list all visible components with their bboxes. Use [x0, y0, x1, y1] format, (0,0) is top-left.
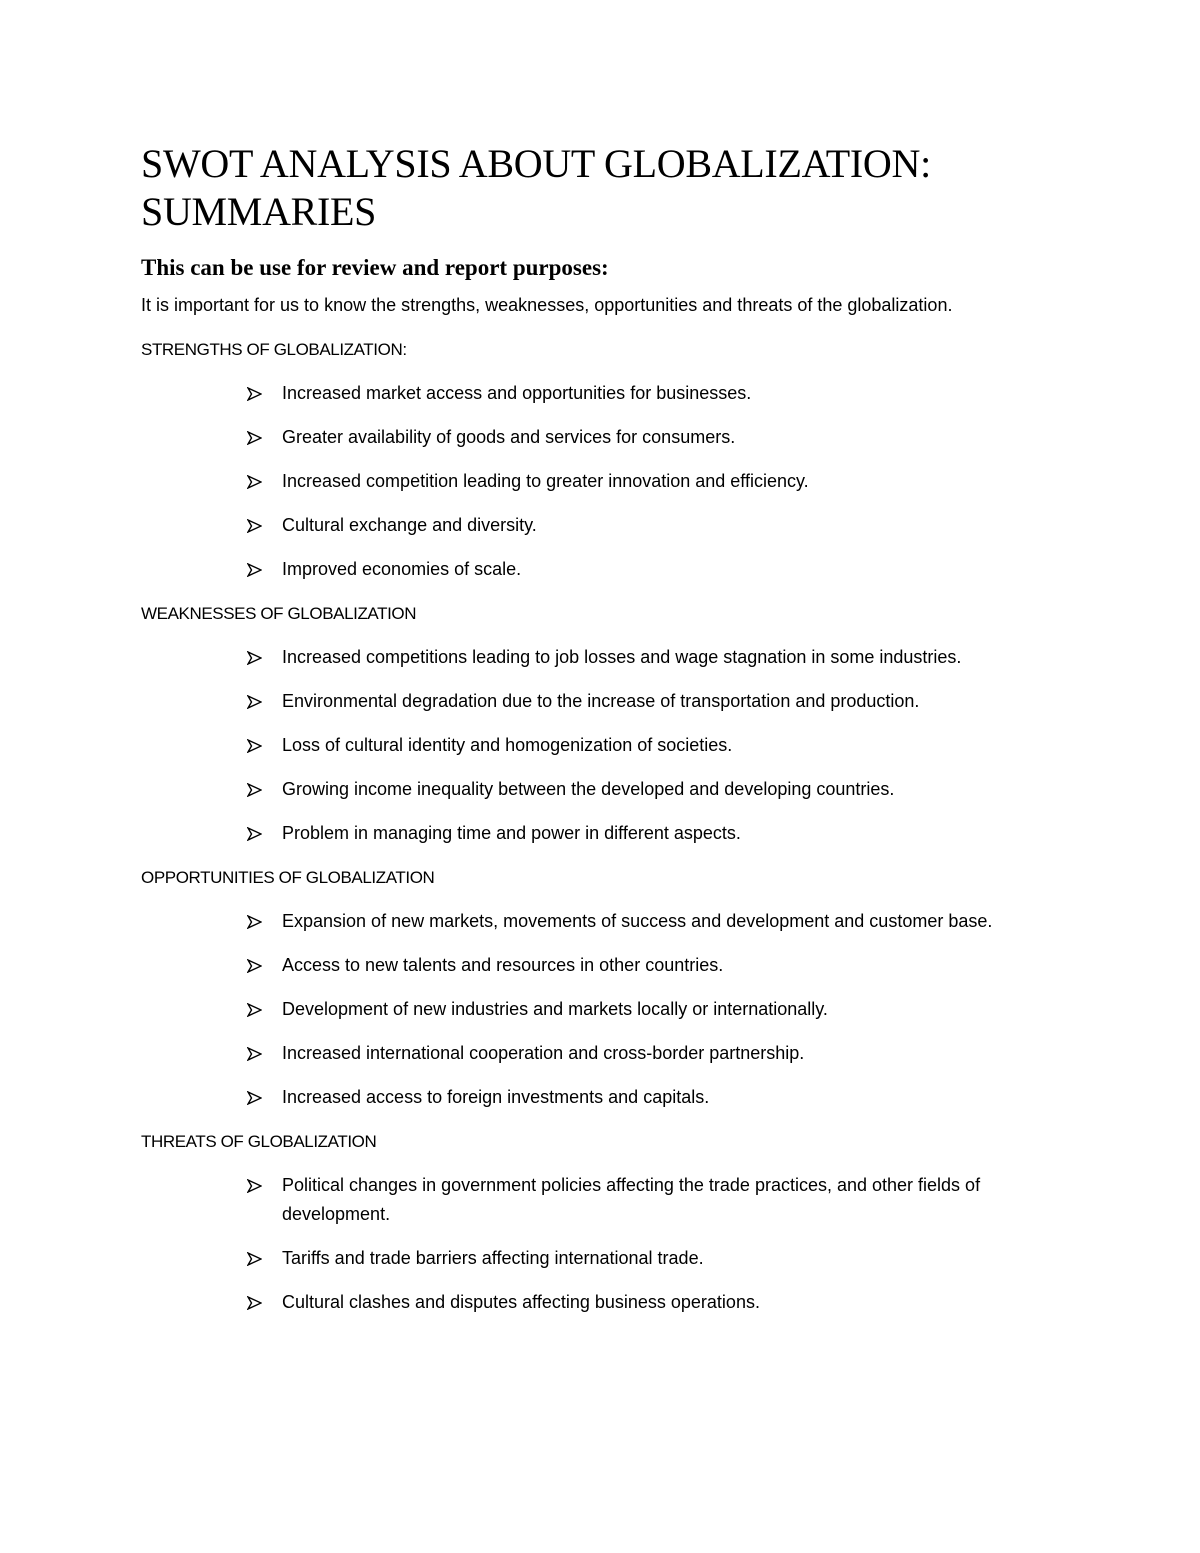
document-page: [141, 140, 1061, 1317]
list-item-text: Expansion of new markets, movements of success and development and customer base.: [282, 911, 993, 931]
list-item: [141, 907, 1061, 936]
section-weaknesses: [141, 599, 1061, 848]
arrowhead-bullet-icon: [247, 907, 265, 936]
bullet-list: [141, 1171, 1061, 1317]
list-item: [141, 1288, 1061, 1317]
list-item-text: Increased access to foreign investments and capitals.: [282, 1087, 710, 1107]
arrowhead-bullet-icon: [247, 819, 265, 848]
list-item: [141, 775, 1061, 804]
section-heading: STRENGTHS OF GLOBALIZATION:: [141, 340, 407, 359]
list-item-text: Problem in managing time and power in different aspects.: [282, 823, 741, 843]
arrowhead-bullet-icon: [247, 555, 265, 584]
list-item-text: Increased international cooperation and cross-border partnership.: [282, 1043, 805, 1063]
list-item-text: Growing income inequality between the developed and developing countries.: [282, 779, 895, 799]
swot-sections: [141, 335, 1061, 1317]
list-item: [141, 643, 1061, 672]
list-item: [141, 511, 1061, 540]
section-strengths: [141, 335, 1061, 584]
section-heading: WEAKNESSES OF GLOBALIZATION: [141, 604, 417, 623]
section-opportunities: [141, 863, 1061, 1112]
list-item: [141, 951, 1061, 980]
list-item-text: Development of new industries and markets locally or internationally.: [282, 999, 828, 1019]
list-item: [141, 1039, 1061, 1068]
arrowhead-bullet-icon: [247, 643, 265, 672]
section-heading: OPPORTUNITIES OF GLOBALIZATION: [141, 868, 435, 887]
bullet-list: [141, 907, 1061, 1112]
list-item-text: Tariffs and trade barriers affecting international trade.: [282, 1248, 704, 1268]
list-item: [141, 1171, 1061, 1229]
list-item-text: Improved economies of scale.: [282, 559, 522, 579]
document-title: SWOT ANALYSIS ABOUT GLOBALIZATION: SUMMARIES: [141, 141, 931, 234]
list-item-text: Cultural clashes and disputes affecting business operations.: [282, 1292, 760, 1312]
arrowhead-bullet-icon: [247, 1288, 265, 1317]
list-item: [141, 423, 1061, 452]
list-item-text: Increased market access and opportunities for businesses.: [282, 383, 752, 403]
arrowhead-bullet-icon: [247, 1171, 265, 1200]
list-item: [141, 687, 1061, 716]
list-item-text: Increased competitions leading to job losses and wage stagnation in some industries.: [282, 647, 962, 667]
list-item: [141, 995, 1061, 1024]
intro-paragraph: It is important for us to know the strengths, weaknesses, opportunities and threats of the globalization.: [141, 295, 953, 315]
list-item: [141, 379, 1061, 408]
list-item: [141, 555, 1061, 584]
arrowhead-bullet-icon: [247, 775, 265, 804]
bullet-list: [141, 379, 1061, 584]
list-item-text: Political changes in government policies affecting the trade practices, and other fields of development.: [282, 1175, 981, 1224]
arrowhead-bullet-icon: [247, 423, 265, 452]
arrowhead-bullet-icon: [247, 1244, 265, 1273]
list-item-text: Greater availability of goods and services for consumers.: [282, 427, 736, 447]
list-item-text: Access to new talents and resources in other countries.: [282, 955, 724, 975]
document-subtitle: This can be use for review and report purposes:: [141, 255, 609, 280]
arrowhead-bullet-icon: [247, 1039, 265, 1068]
arrowhead-bullet-icon: [247, 379, 265, 408]
section-heading: THREATS OF GLOBALIZATION: [141, 1132, 377, 1151]
list-item: [141, 1083, 1061, 1112]
list-item-text: Environmental degradation due to the increase of transportation and production.: [282, 691, 920, 711]
arrowhead-bullet-icon: [247, 467, 265, 496]
list-item: [141, 467, 1061, 496]
section-threats: [141, 1127, 1061, 1317]
list-item-text: Cultural exchange and diversity.: [282, 515, 537, 535]
list-item-text: Loss of cultural identity and homogenization of societies.: [282, 735, 733, 755]
arrowhead-bullet-icon: [247, 951, 265, 980]
bullet-list: [141, 643, 1061, 848]
arrowhead-bullet-icon: [247, 731, 265, 760]
arrowhead-bullet-icon: [247, 511, 265, 540]
list-item: [141, 731, 1061, 760]
list-item: [141, 819, 1061, 848]
list-item-text: Increased competition leading to greater innovation and efficiency.: [282, 471, 809, 491]
arrowhead-bullet-icon: [247, 995, 265, 1024]
list-item: [141, 1244, 1061, 1273]
arrowhead-bullet-icon: [247, 687, 265, 716]
arrowhead-bullet-icon: [247, 1083, 265, 1112]
